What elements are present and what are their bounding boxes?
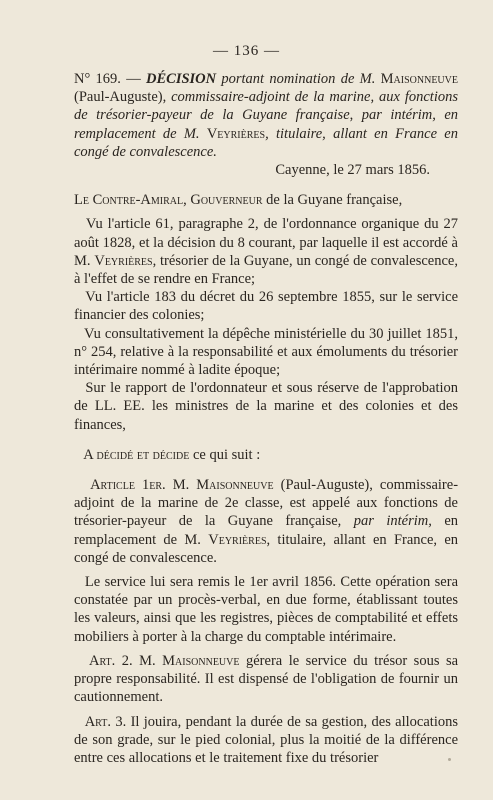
paragraph-vu-3 [74,325,458,380]
p1-a: Vu l'article 61, paragraphe 2, de l'ordonnance organique du 27 août 1828, et la décision du 8 courant, par laquelle il est accordé à M. [74,216,459,269]
addressee [74,191,458,209]
article-1-label: Article 1er. [90,477,166,494]
art3-text: Il jouira, pendant la durée de sa gestion, des allocations de son grade, sur le pied colonial, plus la moitié de la différence entre ces allocations et le traitement fixe du trésorier [74,713,458,766]
art1-a: M. [172,477,190,494]
page-number: — 136 — [213,43,280,59]
art2-a: M. [139,652,156,669]
decision-comma: , [349,107,354,124]
art1-c: en remplacement de M. [74,513,458,548]
decision-label: DÉCISION [146,71,217,87]
art1-name: Maisonneuve [196,477,274,494]
decide-rest: ce qui suit : [192,446,261,463]
decision-titular: Veyrières [206,125,266,142]
decision-heading [74,70,458,161]
paragraph-vu-1 [74,215,458,288]
decision-person: Maisonneuve [380,71,458,87]
paper-speck [448,758,451,761]
p1-b: , trésorier de la Guyane, un congé de convalescence, à l'effet de se rendre en France; [74,252,458,288]
art1-name-2: Veyrières [208,531,267,548]
p1-name: Veyrières [94,252,153,269]
document-body [74,70,458,767]
art2-name: Maisonneuve [162,652,240,669]
art2-b: gérera le service du trésor sous sa propre responsabilité. Il est dispensé de l'obligation de fournir un cautionnement. [74,652,459,706]
article-3 [74,713,458,768]
art1-interim: par intérim, [353,513,432,530]
paragraph-vu-2 [74,288,458,324]
p5: Le service lui sera remis le 1er avril 1856. Cette opération sera constatée par un procès-verbal, en due forme, établissant toutes les valeurs, ainsi que les registres, pièces de comptabilité et effets mobiliers à porter à la charge du comptable intérimaire. [74,574,459,645]
decide-label: A décidé et décide [83,446,190,463]
p4: Sur le rapport de l'ordonnateur et sous réserve de l'approbation de LL. EE. les ministres de la marine et des colonies et des finances, [74,380,458,433]
decision-interim-a: par intérim, en remplacement de M. [74,107,459,142]
paragraph-decide [74,446,458,464]
art1-d: , titulaire, allant en France, en congé de convalescence. [74,531,459,566]
addressee-place: de la Guyane française, [266,192,403,209]
decision-text: portant nomination de M. [221,71,376,87]
decision-person-rest: (Paul-Auguste), [74,89,167,106]
article-2-label: Art. 2. [88,652,133,669]
decision-role: commissaire-adjoint de la marine, aux fonctions de trésorier-payeur de la [74,89,458,124]
p3: Vu consultativement la dépêche ministérielle du 30 juillet 1851, n° 254, relative à la responsabilité et aux émoluments du trésorier intérimaire nommé à ladite époque; [74,325,458,379]
dateline: Cayenne, le 27 mars 1856. [275,162,430,179]
decision-number: N° 169. [74,71,121,87]
addressee-title: Le Contre-Amiral, Gouverneur [74,192,263,209]
p2: Vu l'article 183 du décret du 26 septembre 1855, sur le service financier des colonies; [74,289,458,324]
article-3-label: Art. 3. [84,713,127,730]
heading-dash: — [126,71,141,87]
decision-place: Guyane française [242,107,350,124]
paragraph-service [74,573,458,646]
decision-interim-b: , titulaire, allant en France en congé de convalescence. [74,125,458,160]
art1-b: (Paul-Auguste), commissaire-adjoint de la marine de 2e classe, est appelé aux fonctions de trésorier-payeur de la Guyane française, [74,477,459,530]
article-2 [74,652,458,707]
paragraph-rapport [74,379,458,434]
article-1 [74,476,458,567]
